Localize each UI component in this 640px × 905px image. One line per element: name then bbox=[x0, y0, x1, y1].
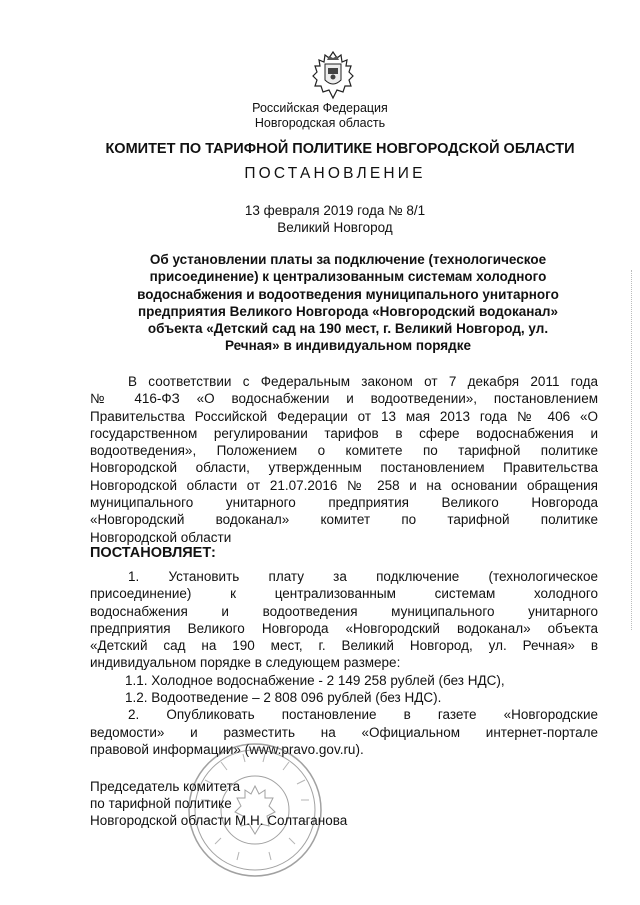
preamble-line: водоотведения», Положением о комитете по тарифной политике bbox=[90, 443, 598, 459]
item-1-line: «Детский сад на 190 мест, г. Великий Новгород, ул. Речная» в bbox=[90, 638, 598, 654]
subitem-wastewater: 1.2. Водоотведение – 2 808 096 рублей (без НДС). bbox=[125, 690, 442, 706]
signature-department: по тарифной политике bbox=[90, 796, 232, 811]
preamble-line: государственном регулировании тарифов в сфере водоснабжения и bbox=[90, 425, 598, 441]
city: Великий Новгород bbox=[277, 220, 393, 235]
item-1-line: предприятия Великого Новгорода «Новгородский водоканал» объекта bbox=[90, 620, 598, 636]
date-number: 13 февраля 2019 года № 8/1 bbox=[244, 203, 426, 218]
item-2-line: правовой информации» (www.pravo.gov.ru). bbox=[90, 741, 364, 757]
preamble-line: муниципального унитарного предприятия Великого Новгорода bbox=[90, 495, 598, 511]
subitem-cold-water: 1.1. Холодное водоснабжение - 2 149 258 рублей (без НДС), bbox=[125, 672, 505, 688]
document-title bbox=[112, 251, 584, 355]
preamble-line: Новгородской области bbox=[90, 529, 232, 545]
item-1-line: индивидуальном порядке в следующем размере: bbox=[90, 655, 401, 671]
item-1-line: присоединение) к централизованным системам холодного bbox=[90, 586, 598, 602]
item-2-line: ведомости» и разместить на «Официальном интернет-портале bbox=[90, 724, 598, 740]
title-line: водоснабжения и водоотведения муниципального унитарного bbox=[137, 286, 559, 302]
decrees-label: ПОСТАНОВЛЯЕТ: bbox=[90, 545, 216, 561]
preamble-line: Новгородской области, утвержденным постановлением Правительства bbox=[90, 460, 598, 476]
preamble-line: Новгородской области от 21.07.2016 № 258 и на основании обращения bbox=[90, 477, 598, 493]
document-type: ПОСТАНОВЛЕНИЕ bbox=[244, 165, 426, 182]
title-line: Речная» в индивидуальном порядке bbox=[224, 338, 472, 354]
country-name: Российская Федерация bbox=[252, 101, 388, 115]
item-2-line: 2. Опубликовать постановление в газете «Новгородские bbox=[128, 707, 598, 723]
preamble bbox=[90, 373, 598, 546]
title-line: объекта «Детский сад на 190 мест, г. Великий Новгород, ул. bbox=[147, 321, 549, 337]
title-line: присоединение) к централизованным системам холодного bbox=[149, 269, 547, 285]
novgorod-coat-of-arms-icon bbox=[311, 50, 355, 100]
item-1 bbox=[90, 568, 598, 758]
title-line: Об установлении платы за подключение (технологическое bbox=[149, 252, 547, 267]
preamble-line: Правительства Российской Федерации от 13 мая 2013 года № 406 «О bbox=[90, 408, 598, 424]
region-name: Новгородская область bbox=[254, 116, 386, 130]
item-1-line: водоснабжения и водоотведения муниципального унитарного bbox=[90, 603, 598, 619]
signature-name: Новгородской области М.Н. Солтаганова bbox=[90, 813, 348, 828]
signature-position: Председатель комитета bbox=[90, 779, 241, 794]
preamble-line: «Новгородский водоканал» комитет по тарифной политике bbox=[90, 512, 598, 528]
item-1-line: 1. Установить плату за подключение (технологическое bbox=[128, 569, 598, 584]
scan-edge-divider bbox=[628, 270, 632, 630]
title-line: предприятия Великого Новгорода «Новгородский водоканал» bbox=[138, 303, 558, 319]
preamble-line: № 416-ФЗ «О водоснабжении и водоотведении», постановлением bbox=[90, 391, 598, 407]
preamble-line: В соответствии с Федеральным законом от 7 декабря 2011 года bbox=[128, 374, 598, 389]
committee-title: КОМИТЕТ ПО ТАРИФНОЙ ПОЛИТИКЕ НОВГОРОДСКОЙ ОБЛАСТИ bbox=[105, 141, 575, 157]
